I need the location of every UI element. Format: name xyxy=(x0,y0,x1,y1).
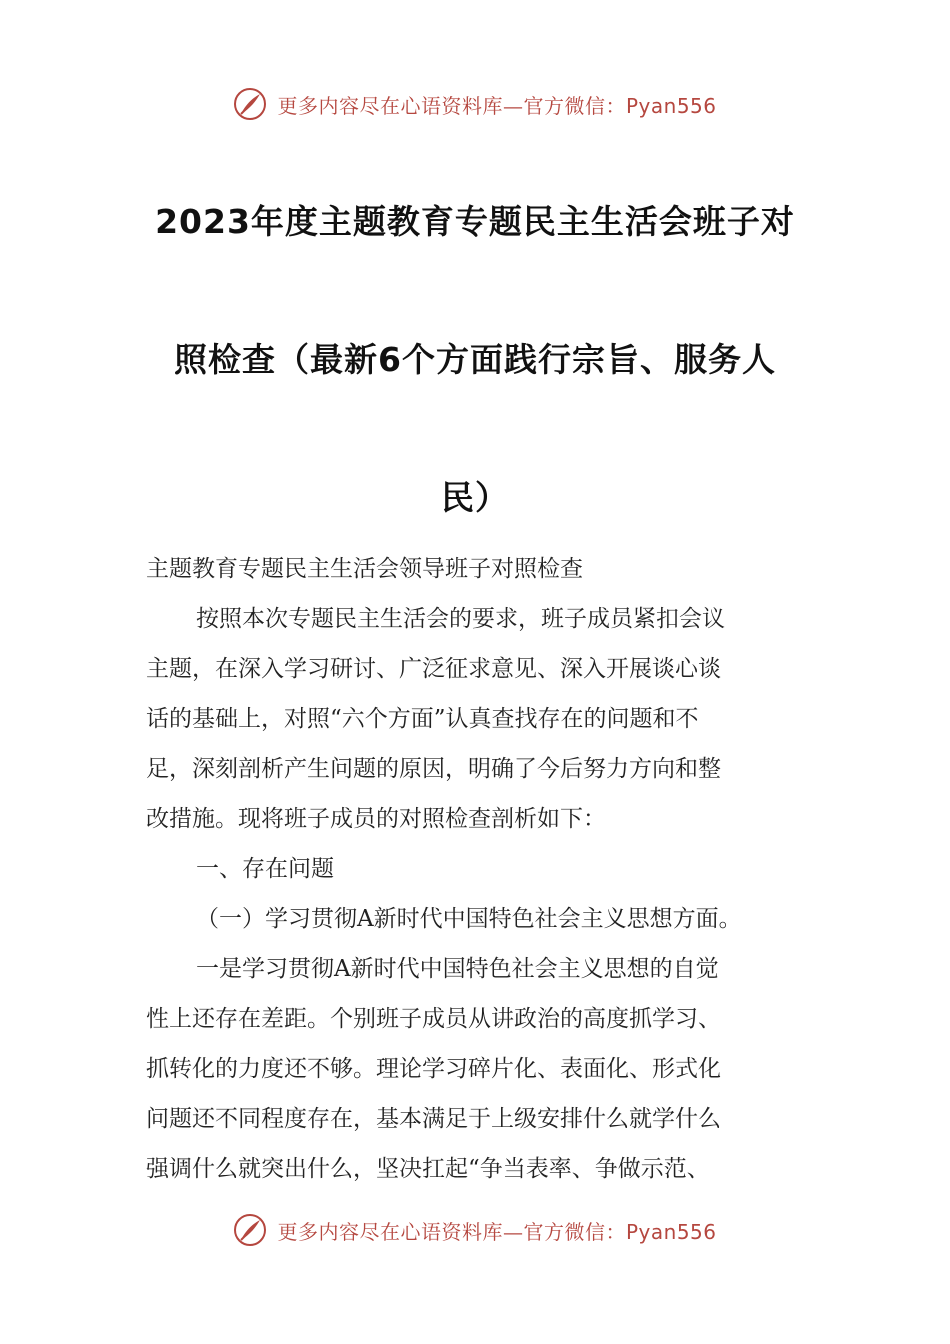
watermark-header xyxy=(0,84,950,124)
paragraph-line: 性上还存在差距。个别班子成员从讲政治的高度抓学习、 xyxy=(146,1006,721,1032)
watermark-footer xyxy=(0,1210,950,1250)
paragraph-line: 按照本次专题民主生活会的要求，班子成员紧扣会议 xyxy=(196,606,725,632)
title-line-3: 民） xyxy=(441,477,509,517)
watermark-wechat-id: Pyan556 xyxy=(625,93,717,118)
section-heading: 一、存在问题 xyxy=(196,856,334,882)
watermark-text xyxy=(277,90,716,119)
paragraph-line: 主题，在深入学习研讨、广泛征求意见、深入开展谈心谈 xyxy=(146,656,721,682)
paragraph-line: 话的基础上，对照“六个方面”认真查找存在的问题和不 xyxy=(146,706,699,732)
document-title xyxy=(140,150,810,564)
paragraph-line: 抓转化的力度还不够。理论学习碎片化、表面化、形式化 xyxy=(146,1056,721,1082)
watermark-text xyxy=(277,1216,716,1245)
watermark-label: 更多内容尽在心语资料库—官方微信： xyxy=(277,1219,626,1244)
quill-logo-icon xyxy=(233,87,267,121)
paragraph-line: 一是学习贯彻A新时代中国特色社会主义思想的自觉 xyxy=(196,956,719,982)
quill-logo-icon xyxy=(233,1213,267,1247)
document-body xyxy=(146,544,806,1194)
title-line-1: 2023年度主题教育专题民主生活会班子对 xyxy=(155,201,795,241)
body-subtitle: 主题教育专题民主生活会领导班子对照检查 xyxy=(146,556,583,582)
subsection-heading: （一）学习贯彻A新时代中国特色社会主义思想方面。 xyxy=(196,906,742,932)
watermark-wechat-id: Pyan556 xyxy=(625,1219,717,1244)
title-line-2: 照检查（最新6个方面践行宗旨、服务人 xyxy=(174,339,776,379)
paragraph-line: 强调什么就突出什么，坚决扛起“争当表率、争做示范、 xyxy=(146,1156,710,1182)
paragraph-line: 足，深刻剖析产生问题的原因，明确了今后努力方向和整 xyxy=(146,756,721,782)
paragraph-line: 改措施。现将班子成员的对照检查剖析如下： xyxy=(146,806,606,832)
paragraph-line: 问题还不同程度存在，基本满足于上级安排什么就学什么 xyxy=(146,1106,721,1132)
watermark-label: 更多内容尽在心语资料库—官方微信： xyxy=(277,93,626,118)
